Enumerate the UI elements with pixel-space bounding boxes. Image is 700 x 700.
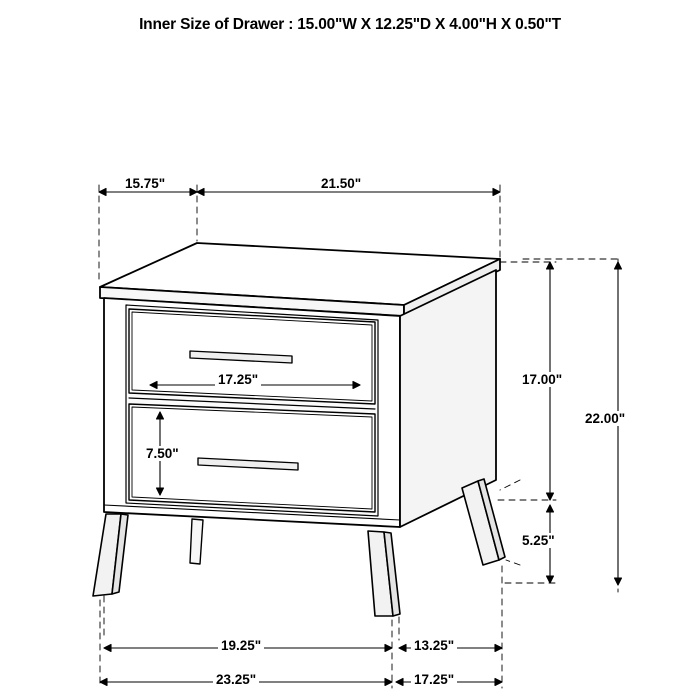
dim-label-top-front-width: 21.50": [318, 176, 364, 191]
dim-label-front-leg-span: 19.25": [218, 638, 264, 653]
dim-label-side-leg-span: 13.25": [411, 638, 457, 653]
dim-label-overall-width: 23.25": [213, 672, 259, 687]
leg-rear-left: [190, 519, 203, 564]
dim-label-overall-height: 22.00": [582, 411, 628, 426]
leg-rear-right: [462, 479, 505, 565]
dim-label-top-left-depth: 15.75": [122, 176, 168, 191]
dim-label-case-height: 17.00": [519, 372, 565, 387]
dim-label-overall-depth: 17.25": [411, 672, 457, 687]
dim-label-lower-drawer-height: 7.50": [143, 446, 182, 461]
leg-front-left: [93, 514, 128, 596]
dim-label-leg-height: 5.25": [519, 533, 558, 548]
leg-front-right: [368, 531, 400, 616]
page-title: Inner Size of Drawer : 15.00"W X 12.25"D X 4.00"H X 0.50"T: [139, 16, 561, 33]
dim-label-upper-drawer-width: 17.25": [215, 372, 261, 387]
dim-bottom-guides: [100, 566, 502, 688]
